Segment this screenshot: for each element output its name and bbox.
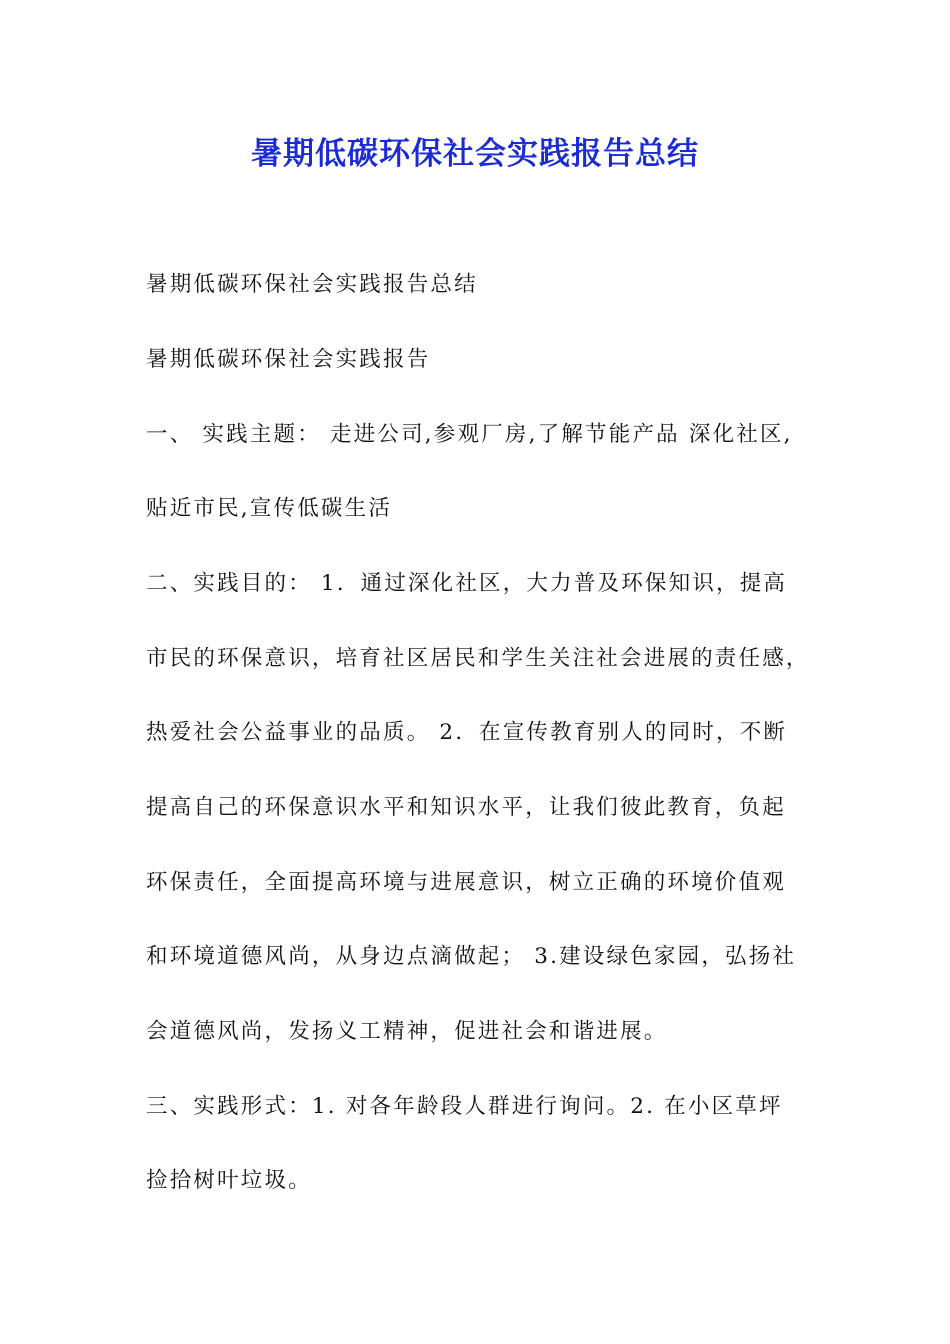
body-line-5: 二、实践目的： 1．通过深化社区，大力普及环保知识，提高 — [146, 571, 788, 596]
body-line-2: 暑期低碳环保社会实践报告 — [146, 347, 431, 372]
body-line-13: 捡拾树叶垃圾。 — [146, 1168, 312, 1193]
body-line-9: 环保责任，全面提高环境与进展意识，树立正确的环境价值观 — [146, 870, 786, 895]
body-line-3: 一、 实践主题： 走进公司,参观厂房,了解节能产品 深化社区, — [146, 422, 793, 447]
body-line-11: 会道德风尚，发扬义工精神，促进社会和谐进展。 — [146, 1019, 668, 1044]
body-line-12: 三、实践形式：1. 对各年龄段人群进行询问。2. 在小区草坪 — [146, 1094, 783, 1119]
body-line-1: 暑期低碳环保社会实践报告总结 — [146, 272, 478, 297]
body-line-10: 和环境道德风尚，从身边点滴做起； 3.建设绿色家园，弘扬社 — [146, 944, 797, 969]
document-title: 暑期低碳环保社会实践报告总结 — [251, 136, 699, 172]
body-line-4: 贴近市民,宣传低碳生活 — [146, 496, 393, 521]
body-line-6: 市民的环保意识，培育社区居民和学生关注社会进展的责任感， — [146, 646, 810, 671]
body-line-8: 提高自己的环保意识水平和知识水平，让我们彼此教育，负起 — [146, 795, 786, 820]
body-line-7: 热爱社会公益事业的品质。 2．在宣传教育别人的同时，不断 — [146, 720, 788, 745]
